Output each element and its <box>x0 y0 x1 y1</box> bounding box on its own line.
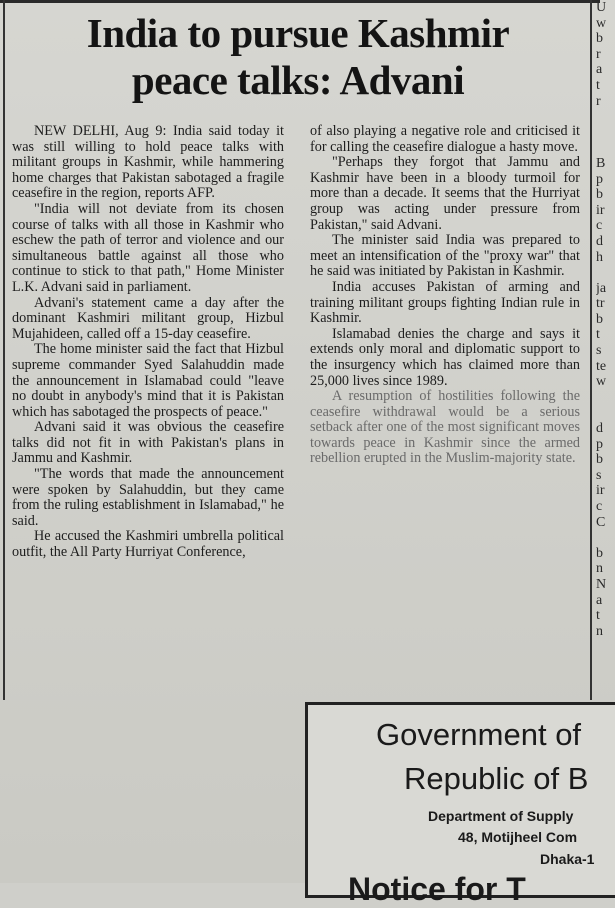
edge-letter: d <box>596 233 603 249</box>
edge-letter: b <box>596 187 603 203</box>
edge-letter: U <box>596 0 607 15</box>
edge-letter: b <box>596 31 603 47</box>
paragraph: The minister said India was prepared to meet an intensification of the "proxy war" that he said was initiated by Pakistan in Kashmir. <box>310 232 580 280</box>
ad-address: 48, Motijheel Com <box>458 829 578 845</box>
paragraph: He accused the Kashmiri umbrella political outfit, the All Party Hurriyat Conference, <box>12 528 284 561</box>
headline <box>8 10 588 104</box>
edge-letter: r <box>596 93 601 109</box>
paragraph: The home minister said the fact that Hizbul supreme commander Syed Salahuddin made the announcement in Islamabad could "leave no doubt in anybody's mind that it is Pakistan which has sabotaged the prospects of peace." <box>12 341 284 420</box>
ad-department: Department of Supply <box>428 808 574 824</box>
edge-letter: s <box>596 467 602 483</box>
edge-letter: ja <box>596 280 607 296</box>
edge-letter: N <box>596 576 607 592</box>
edge-letter: p <box>596 436 603 452</box>
article-column-1 <box>12 124 284 561</box>
edge-letter: n <box>596 623 603 639</box>
edge-letter <box>596 265 615 281</box>
edge-letter: s <box>596 343 602 359</box>
edge-letter: a <box>596 592 603 608</box>
headline-line-2: peace talks: Advani <box>131 57 465 103</box>
edge-letter: w <box>596 374 607 390</box>
edge-letter: r <box>596 46 601 62</box>
edge-letter: tr <box>596 296 605 312</box>
edge-letter: t <box>596 327 600 343</box>
headline-line-1: India to pursue Kashmir <box>86 10 510 56</box>
ad-title-line-1: Government of <box>376 717 582 752</box>
edge-letter: te <box>596 358 607 374</box>
edge-letter <box>596 140 615 156</box>
edge-letter: p <box>596 171 603 187</box>
column-rule-right <box>590 0 592 700</box>
ad-city: Dhaka-1 <box>540 851 595 867</box>
edge-letter: b <box>596 545 603 561</box>
edge-letter <box>596 530 615 546</box>
edge-letter: ir <box>596 483 605 499</box>
edge-letter: n <box>596 561 603 577</box>
paragraph: NEW DELHI, Aug 9: India said today it was still willing to hold peace talks with militant groups in Kashmir, while hammering home charges that Pakistan sabotaged a fragile ceasefire in the region, reports AFP. <box>12 123 284 202</box>
edge-letter: t <box>596 608 600 624</box>
edge-letter: B <box>596 155 606 171</box>
paragraph: Advani said it was obvious the ceasefire talks did not fit in with Pakistan's plans in Jammu and Kashmir. <box>12 419 284 467</box>
ad-notice-heading: Notice for T <box>348 871 526 907</box>
edge-letter: w <box>596 15 607 31</box>
edge-letter: c <box>596 218 603 234</box>
edge-letter: C <box>596 514 606 530</box>
edge-letter: ir <box>596 202 605 218</box>
column-rule-left <box>3 0 5 700</box>
adjacent-column-edge <box>596 0 615 720</box>
paragraph: "Perhaps they forgot that Jammu and Kashmir have been in a bloody turmoil for more than a decade. It seems that the Hurriyat group was acting under pressure from Pakistan," said Advani. <box>310 154 580 233</box>
paragraph: India accuses Pakistan of arming and training militant groups fighting Indian rule in Kashmir. <box>310 278 580 327</box>
edge-letter: t <box>596 77 600 93</box>
edge-letter: a <box>596 62 603 78</box>
paragraph: "The words that made the announcement were spoken by Salahuddin, but they came from the ruling establishment in Islamabad," he said. <box>12 466 284 529</box>
edge-letter <box>596 390 615 406</box>
edge-letter: b <box>596 452 603 468</box>
paragraph: of also playing a negative role and criticised it for calling the ceasefire dialogue a hasty move. <box>310 123 580 155</box>
top-rule <box>0 0 600 3</box>
edge-letter <box>596 405 615 421</box>
edge-letter: h <box>596 249 603 265</box>
edge-letter: d <box>596 421 603 437</box>
edge-letter <box>596 125 615 141</box>
government-advertisement <box>305 702 615 907</box>
edge-letter <box>596 109 615 125</box>
paragraph: Advani's statement came a day after the dominant Kashmiri militant group, Hizbul Mujahideen, called off a 15-day ceasefire. <box>12 294 284 342</box>
edge-letter: b <box>596 311 603 327</box>
ad-title-line-2: Republic of B <box>404 761 589 796</box>
paragraph: "India will not deviate from its chosen course of talks with all those in Kashmir who eschew the path of terror and violence and our simultaneous battle against all those who continue to stick to that path," Home Minister L.K. Advani said in parliament. <box>12 200 284 295</box>
article-column-2 <box>310 124 580 467</box>
paragraph: Islamabad denies the charge and says it extends only moral and diplomatic support to the insurgency which has claimed more than 25,000 lives since 1989. <box>310 325 580 389</box>
edge-letter: c <box>596 499 603 514</box>
paragraph: A resumption of hostilities following the ceasefire withdrawal would be a serious setback after one of the most significant moves towards peace in Kashmir since the armed rebellion erupted in the Muslim-majority state. <box>310 388 580 467</box>
